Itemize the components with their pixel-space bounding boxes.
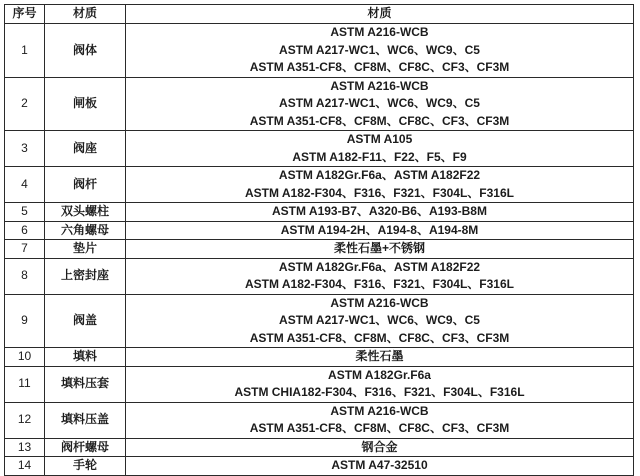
part-name-cell: 填料 bbox=[45, 348, 126, 367]
material-line: ASTM A217-WC1、WC6、WC9、C5 bbox=[279, 313, 480, 327]
part-name-cell: 阀体 bbox=[45, 24, 126, 78]
material-cell bbox=[126, 348, 634, 367]
header-material: 材质 bbox=[126, 5, 634, 24]
table-row bbox=[5, 294, 634, 348]
material-line: ASTM A182-F11、F22、F5、F9 bbox=[292, 149, 467, 164]
material-cell bbox=[126, 167, 634, 203]
material-line: ASTM A217-WC1、WC6、WC9、C5 bbox=[279, 96, 480, 110]
serial-number-cell: 5 bbox=[5, 203, 45, 222]
serial-number-cell: 6 bbox=[5, 221, 45, 240]
materials-table bbox=[4, 4, 634, 476]
material-cell bbox=[126, 131, 634, 167]
material-line: ASTM CHIA182-F304、F316、F321、F304L、F316L bbox=[234, 385, 525, 399]
material-line: ASTM A105 bbox=[346, 132, 413, 146]
material-line: ASTM A194-2H、A194-8、A194-8M bbox=[280, 222, 479, 237]
table-body bbox=[5, 24, 634, 476]
material-line: ASTM A182Gr.F6a、ASTM A182F22 bbox=[278, 259, 481, 274]
material-line: ASTM A182-F304、F316、F321、F304L、F316L bbox=[245, 277, 514, 291]
material-cell bbox=[126, 438, 634, 457]
part-name-cell: 阀杆螺母 bbox=[45, 438, 126, 457]
serial-number-cell: 4 bbox=[5, 167, 45, 203]
part-name-cell: 填料压盖 bbox=[45, 402, 126, 438]
material-line: ASTM A47-32510 bbox=[331, 458, 428, 472]
material-line: ASTM A182Gr.F6a、ASTM A182F22 bbox=[278, 168, 481, 182]
part-name-cell: 闸板 bbox=[45, 77, 126, 131]
table-row bbox=[5, 457, 634, 476]
material-cell bbox=[126, 203, 634, 222]
material-line: 柔性石墨 bbox=[355, 349, 404, 363]
header-serial-number: 序号 bbox=[5, 5, 45, 24]
header-part-name: 材质 bbox=[45, 5, 126, 24]
serial-number-cell: 2 bbox=[5, 77, 45, 131]
serial-number-cell: 11 bbox=[5, 366, 45, 402]
table-row bbox=[5, 77, 634, 131]
material-line: ASTM A216-WCB bbox=[330, 295, 429, 310]
serial-number-cell: 12 bbox=[5, 402, 45, 438]
material-line: ASTM A351-CF8、CF8M、CF8C、CF3、CF3M bbox=[249, 330, 510, 345]
part-name-cell: 填料压套 bbox=[45, 366, 126, 402]
part-name-cell: 阀盖 bbox=[45, 294, 126, 348]
material-line: ASTM A182Gr.F6a bbox=[328, 367, 431, 382]
table-row bbox=[5, 221, 634, 240]
material-line: ASTM A351-CF8、CF8M、CF8C、CF3、CF3M bbox=[249, 421, 510, 435]
material-cell bbox=[126, 24, 634, 78]
material-line: ASTM A351-CF8、CF8M、CF8C、CF3、CF3M bbox=[249, 113, 510, 128]
material-cell bbox=[126, 366, 634, 402]
part-name-cell: 手轮 bbox=[45, 457, 126, 476]
material-line: ASTM A351-CF8、CF8M、CF8C、CF3、CF3M bbox=[249, 60, 510, 74]
material-line: ASTM A193-B7、A320-B6、A193-B8M bbox=[272, 204, 487, 218]
part-name-cell: 六角螺母 bbox=[45, 221, 126, 240]
serial-number-cell: 8 bbox=[5, 258, 45, 294]
table-row bbox=[5, 348, 634, 367]
material-line: ASTM A182-F304、F316、F321、F304L、F316L bbox=[245, 185, 514, 200]
part-name-cell: 双头螺柱 bbox=[45, 203, 126, 222]
table-row bbox=[5, 131, 634, 167]
table-row bbox=[5, 402, 634, 438]
table-row bbox=[5, 167, 634, 203]
part-name-cell: 上密封座 bbox=[45, 258, 126, 294]
table-row bbox=[5, 240, 634, 259]
material-cell bbox=[126, 402, 634, 438]
table-header-row bbox=[5, 5, 634, 24]
serial-number-cell: 9 bbox=[5, 294, 45, 348]
material-cell bbox=[126, 77, 634, 131]
material-line: ASTM A216-WCB bbox=[330, 25, 429, 39]
material-cell bbox=[126, 258, 634, 294]
material-cell bbox=[126, 221, 634, 240]
table-row bbox=[5, 258, 634, 294]
part-name-cell: 阀杆 bbox=[45, 167, 126, 203]
serial-number-cell: 3 bbox=[5, 131, 45, 167]
table-row bbox=[5, 24, 634, 78]
material-line: 柔性石墨+不锈钢 bbox=[333, 241, 425, 255]
table-row bbox=[5, 366, 634, 402]
serial-number-cell: 1 bbox=[5, 24, 45, 78]
serial-number-cell: 7 bbox=[5, 240, 45, 259]
table-row bbox=[5, 203, 634, 222]
part-name-cell: 阀座 bbox=[45, 131, 126, 167]
material-line: 钢合金 bbox=[361, 439, 398, 454]
serial-number-cell: 13 bbox=[5, 438, 45, 457]
material-cell bbox=[126, 457, 634, 476]
material-cell bbox=[126, 240, 634, 259]
material-cell bbox=[126, 294, 634, 348]
material-line: ASTM A216-WCB bbox=[330, 403, 429, 418]
serial-number-cell: 14 bbox=[5, 457, 45, 476]
material-line: ASTM A216-WCB bbox=[330, 78, 429, 93]
part-name-cell: 垫片 bbox=[45, 240, 126, 259]
material-line: ASTM A217-WC1、WC6、WC9、C5 bbox=[279, 42, 480, 57]
serial-number-cell: 10 bbox=[5, 348, 45, 367]
table-row bbox=[5, 438, 634, 457]
